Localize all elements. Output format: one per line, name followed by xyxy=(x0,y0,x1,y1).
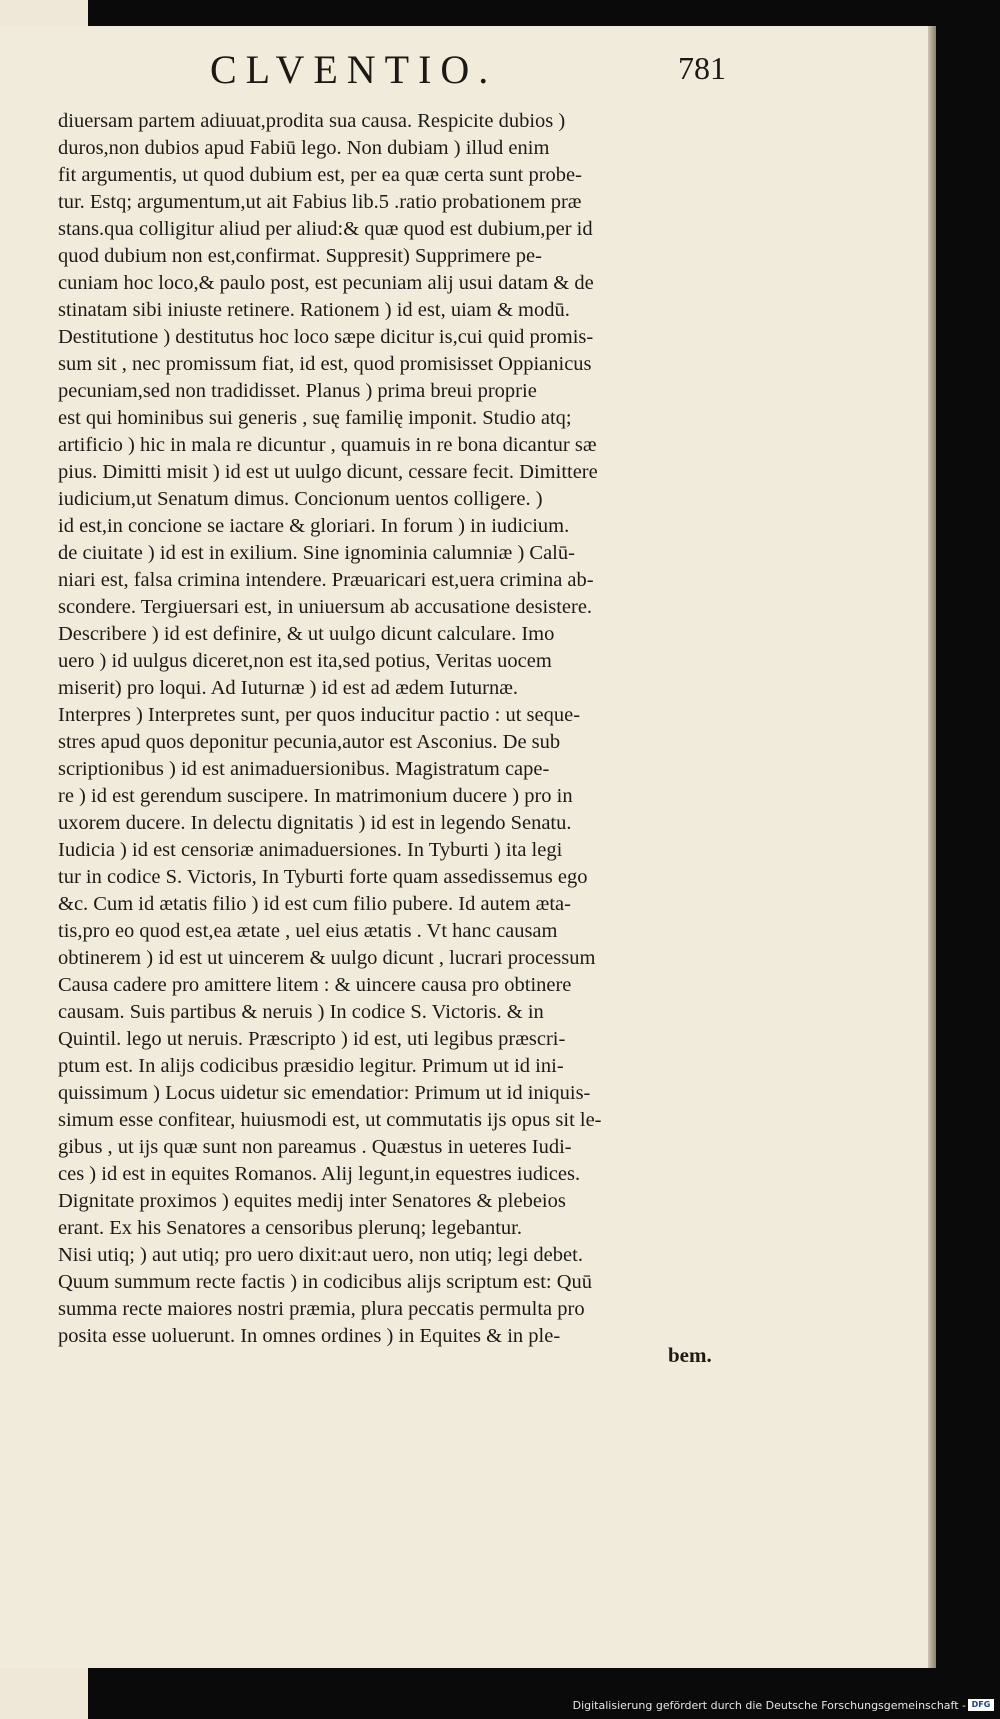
dfg-logo-icon: DFG xyxy=(968,1699,994,1711)
text-line: sum sit , nec promissum fiat, id est, quod promisisset Oppianicus xyxy=(58,353,592,375)
text-line: diuersam partem adiuuat,prodita sua causa. Respicite dubios ) xyxy=(58,110,566,132)
text-line: causam. Suis partibus & neruis ) In codice S. Victoris. & in xyxy=(58,1001,544,1023)
text-line: Dignitate proximos ) equites medij inter Senatores & plebeios xyxy=(58,1190,566,1212)
text-line: Quintil. lego ut neruis. Præscripto ) id est, uti legibus præscri- xyxy=(58,1028,566,1050)
text-line: erant. Ex his Senatores a censoribus plerunq; legebantur. xyxy=(58,1217,522,1239)
text-line: posita esse uoluerunt. In omnes ordines ) in Equites & in ple- xyxy=(58,1325,561,1347)
text-line: uxorem ducere. In delectu dignitatis ) id est in legendo Senatu. xyxy=(58,812,572,834)
text-line: Destitutione ) destitutus hoc loco sæpe dicitur is,cui quid promis- xyxy=(58,326,594,348)
text-line: stans.qua colligitur aliud per aliud:& quæ quod est dubium,per id xyxy=(58,218,593,240)
text-line: ces ) id est in equites Romanos. Alij legunt,in equestres iudices. xyxy=(58,1163,581,1185)
text-line: summa recte maiores nostri præmia, plura peccatis permulta pro xyxy=(58,1298,585,1320)
text-line: obtinerem ) id est ut uincerem & uulgo dicunt , lucrari processum xyxy=(58,947,596,969)
text-line: quod dubium non est,confirmat. Suppresit) Supprimere pe- xyxy=(58,245,542,267)
text-line: &c. Cum id ætatis filio ) id est cum filio pubere. Id autem æta- xyxy=(58,893,571,915)
text-line: fit argumentis, ut quod dubium est, per ea quæ certa sunt probe- xyxy=(58,164,582,186)
text-line: ptum est. In alijs codicibus præsidio legitur. Primum ut id ini- xyxy=(58,1055,564,1077)
text-line: re ) id est gerendum suscipere. In matrimonium ducere ) pro in xyxy=(58,785,573,807)
page-header xyxy=(0,46,934,106)
text-line: tur in codice S. Victoris, In Tyburti forte quam assedissemus ego xyxy=(58,866,588,888)
text-line: Iudicia ) id est censoriæ animaduersiones. In Tyburti ) ita legi xyxy=(58,839,563,861)
text-line: Interpres ) Interpretes sunt, per quos inducitur pactio : ut seque- xyxy=(58,704,581,726)
funding-credit: Digitalisierung gefördert durch die Deutsche Forschungsgemeinschaft - xyxy=(572,1699,966,1712)
text-line: artificio ) hic in mala re dicuntur , quamuis in re bona dicantur sæ xyxy=(58,434,597,456)
text-line: est qui hominibus sui generis , suę familię imponit. Studio atq; xyxy=(58,407,572,429)
text-line: miserit) pro loqui. Ad Iuturnæ ) id est ad ædem Iuturnæ. xyxy=(58,677,519,699)
page-number: 781 xyxy=(678,50,726,86)
catchword: bem. xyxy=(668,1343,712,1367)
text-line: scondere. Tergiuersari est, in uniuersum ab accusatione desistere. xyxy=(58,596,593,618)
text-line: quissimum ) Locus uidetur sic emendatior: Primum ut id iniquis- xyxy=(58,1082,591,1104)
text-line: stres apud quos deponitur pecunia,autor est Asconius. De sub xyxy=(58,731,561,753)
text-line: Causa cadere pro amittere litem : & uincere causa pro obtinere xyxy=(58,974,572,996)
text-line: pius. Dimitti misit ) id est ut uulgo dicunt, cessare fecit. Dimittere xyxy=(58,461,598,483)
text-line: stinatam sibi iniuste retinere. Rationem ) id est, uiam & modū. xyxy=(58,299,570,321)
text-line: de ciuitate ) id est in exilium. Sine ignominia calumniæ ) Calū- xyxy=(58,542,575,564)
text-line: pecuniam,sed non tradidisset. Planus ) prima breui proprie xyxy=(58,380,537,402)
text-line: uero ) id uulgus diceret,non est ita,sed potius, Veritas uocem xyxy=(58,650,552,672)
running-head: CLVENTIO. xyxy=(210,47,498,92)
text-line: tis,pro eo quod est,ea ætate , uel eius ætatis . Vt hanc causam xyxy=(58,920,558,942)
text-line: gibus , ut ijs quæ sunt non pareamus . Quæstus in ueteres Iudi- xyxy=(58,1136,572,1158)
text-line: niari est, falsa crimina intendere. Præuaricari est,uera crimina ab- xyxy=(58,569,594,591)
text-line: scriptionibus ) id est animaduersionibus. Magistratum cape- xyxy=(58,758,550,780)
commentary-text-block xyxy=(58,108,738,1350)
text-line: cuniam hoc loco,& paulo post, est pecuniam alij usui datam & de xyxy=(58,272,594,294)
text-line: simum esse confitear, huiusmodi est, ut commutatis ijs opus sit le- xyxy=(58,1109,602,1131)
text-line: Describere ) id est definire, & ut uulgo dicunt calculare. Imo xyxy=(58,623,555,645)
text-line: id est,in concione se iactare & gloriari. In forum ) in iudicium. xyxy=(58,515,570,537)
text-line: duros,non dubios apud Fabiū lego. Non dubiam ) illud enim xyxy=(58,137,550,159)
text-line: iudicium,ut Senatum dimus. Concionum uentos colligere. ) xyxy=(58,488,543,510)
text-line: Quum summum recte factis ) in codicibus alijs scriptum est: Quū xyxy=(58,1271,593,1293)
text-line: Nisi utiq; ) aut utiq; pro uero dixit:aut uero, non utiq; legi debet. xyxy=(58,1244,583,1266)
text-line: tur. Estq; argumentum,ut ait Fabius lib.5 .ratio probationem præ xyxy=(58,191,582,213)
footer-bar xyxy=(0,1690,1000,1719)
page-edge-shadow xyxy=(928,26,936,1668)
